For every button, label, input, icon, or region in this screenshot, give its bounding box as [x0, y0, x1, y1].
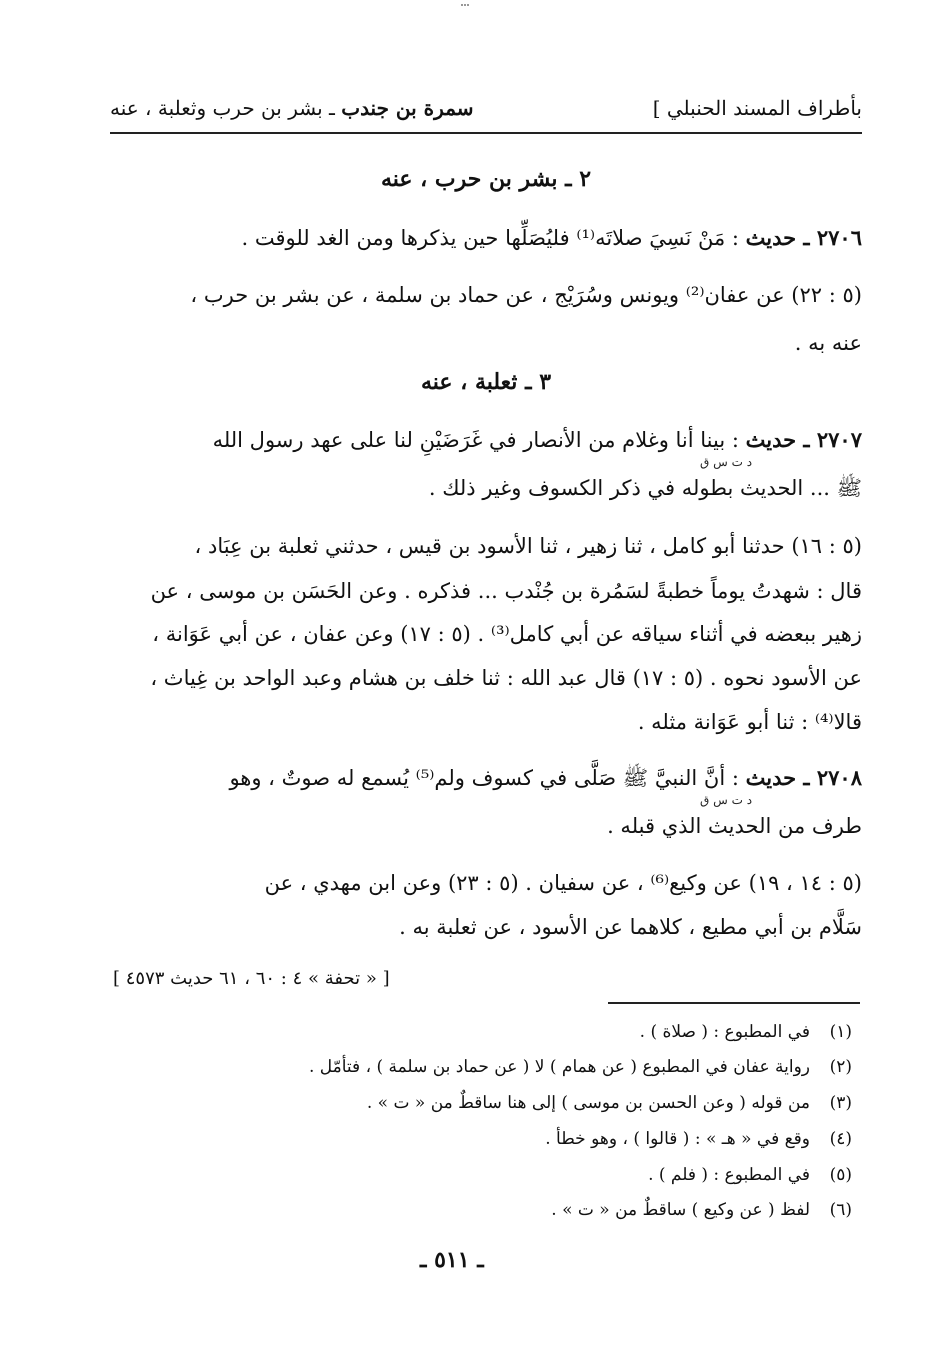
footnote-number: (١) — [829, 1022, 852, 1042]
footnote-number: (٤) — [829, 1129, 852, 1149]
footnote-number: (٥) — [829, 1165, 852, 1185]
isnad-2708-line-1: (٥ : ١٤ ، ١٩) عن وكيع⁽⁶⁾ ، عن سفيان . (٥ : ٢٣) وعن ابن مهدي ، عن — [264, 871, 862, 895]
section-heading-rest: ـ بشر بن حرب وثعلبة ، عنه — [110, 96, 342, 120]
footnote-number: (٣) — [829, 1093, 852, 1113]
footnote-2 — [309, 1053, 852, 1081]
footnote-text: من قوله ( وعن الحسن بن موسى ) إلى هنا ساقطٌ من « ت » . — [366, 1093, 810, 1113]
section-heading — [110, 96, 474, 120]
footnote-6 — [551, 1196, 852, 1224]
isnad-2706-line-2: عنه به . — [794, 331, 862, 355]
page-number: ـ ٥١١ ـ — [420, 1247, 484, 1273]
hadith-2706-number: ٢٧٠٦ ـ حديث — [745, 225, 862, 250]
hadith-2708-line-2: طرف من الحديث الذي قبله . — [607, 814, 862, 838]
isnad-2707-line-3: زهير ببعضه في أثناء سياقه عن أبي كامل⁽³⁾ . (٥ : ١٧) وعن عفان ، عن أبي عَوَانة ، — [152, 622, 862, 646]
source-marks-2707: د ت س ق — [700, 455, 753, 469]
hadith-2708-line-1 — [110, 762, 862, 794]
footnote-4 — [545, 1125, 852, 1153]
footnote-text: رواية عفان في المطبوع ( عن همام ) لا ( عن حماد بن سلمة ) ، فتأمّل . — [308, 1057, 810, 1077]
hadith-2706-line — [110, 222, 862, 254]
section-title-thalaba: ٣ ـ ثعلبة ، عنه — [420, 369, 552, 395]
book-title: بأطراف المسند الحنبلي ] — [652, 96, 862, 120]
footnote-text: وقع في « هـ » : ( قالوا ) ، وهو خطأ . — [545, 1129, 810, 1149]
hadith-2707-text: : بينا أنا وغلام من الأنصار في غَرَضَيْنِ لنا على عهد رسول الله — [212, 428, 746, 452]
isnad-2706-line-1: (٥ : ٢٢) عن عفان⁽²⁾ ويونس وسُرَيْج ، عن حماد بن سلمة ، عن بشر بن حرب ، — [190, 283, 862, 307]
footnote-3 — [367, 1089, 852, 1117]
isnad-2707-line-1: (٥ : ١٦) حدثنا أبو كامل ، ثنا زهير ، ثنا الأسود بن قيس ، حدثني ثعلبة بن عِبَاد ، — [194, 534, 862, 558]
hadith-2707-line-1 — [110, 424, 862, 456]
tuhfa-reference: [ « تحفة » ٤ : ٦٠ ، ٦١ حديث ٤٥٧٣ ] — [113, 968, 390, 989]
footnote-text: في المطبوع : ( صلاة ) . — [639, 1022, 810, 1042]
source-marks-2708: د ت س ق — [700, 793, 753, 807]
footnote-divider — [608, 1002, 860, 1004]
footnote-number: (٦) — [829, 1200, 852, 1220]
hadith-2707-number: ٢٧٠٧ ـ حديث — [745, 427, 862, 452]
hadith-2706-text: : مَنْ نَسِيَ صلاتَه⁽¹⁾ فليُصَلِّها حين يذكرها ومن الغد للوقت . — [241, 226, 746, 250]
hadith-2708-number: ٢٧٠٨ ـ حديث — [745, 765, 862, 790]
footnote-text: لفظ ( عن وكيع ) ساقطٌ من « ت » . — [551, 1200, 810, 1220]
footnote-5 — [648, 1161, 852, 1189]
section-title-bishr: ٢ ـ بشر بن حرب ، عنه — [380, 166, 592, 192]
running-header — [110, 92, 862, 134]
isnad-2708-line-2: سَلَّام بن أبي مطيع ، كلاهما عن الأسود ، عن ثعلبة به . — [399, 915, 862, 939]
isnad-2707-line-2: قال : شهدتُ يوماً خطبةً لسَمُرة بن جُنْدب ... فذكره . وعن الحَسَن بن موسى ، عن — [150, 579, 862, 603]
section-heading-bold: سمرة بن جندب — [341, 96, 474, 120]
footnote-text: في المطبوع : ( فلم ) . — [648, 1165, 810, 1185]
scan-mark — [461, 0, 469, 6]
footnote-1 — [640, 1018, 852, 1046]
hadith-2707-line-2: ﷺ ... الحديث بطوله في ذكر الكسوف وغير ذلك . — [428, 476, 862, 500]
isnad-2707-line-4: عن الأسود نحوه . (٥ : ١٧) قال عبد الله : ثنا خلف بن هشام وعبد الواحد بن غِياث ، — [150, 666, 862, 690]
hadith-2708-text: : أنَّ النبيَّ ﷺ صَلَّى في كسوف ولم⁽⁵⁾ يُسمع له صوتٌ ، وهو — [229, 766, 746, 790]
footnote-number: (٢) — [829, 1057, 852, 1077]
isnad-2707-line-5: قالا⁽⁴⁾ : ثنا أبو عَوَانة مثله . — [637, 710, 862, 734]
